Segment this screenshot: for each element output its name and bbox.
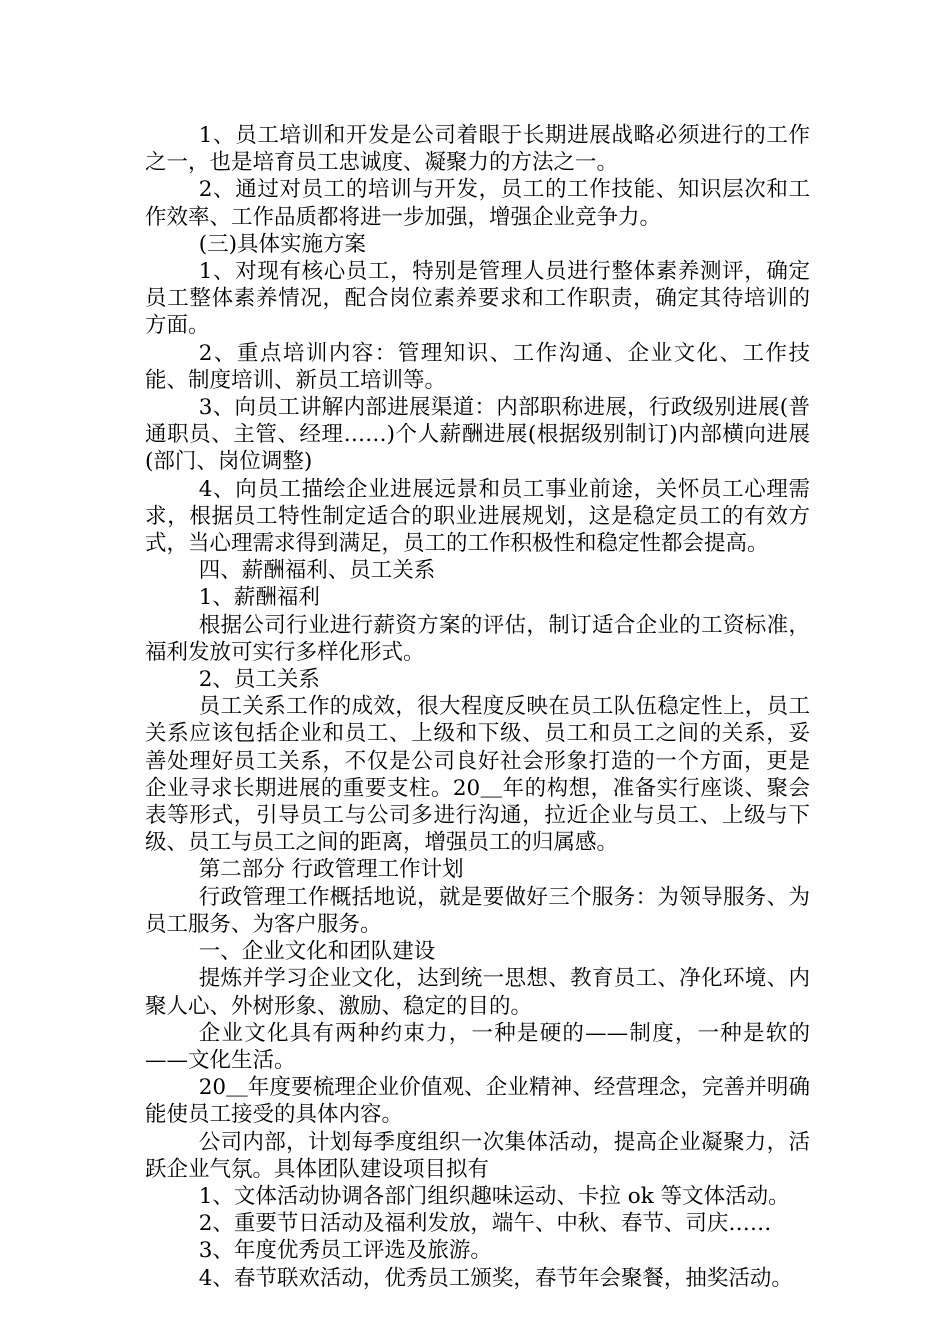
- document-body: [145, 122, 810, 1292]
- paragraph: 1、对现有核心员工，特别是管理人员进行整体素养测评，确定员工整体素养情况，配合岗位素养要求和工作职责，确定其待培训的方面。: [145, 259, 810, 339]
- paragraph: 3、向员工讲解内部进展渠道：内部职称进展，行政级别进展(普通职员、主管、经理……)个人薪酬进展(根据级别制订)内部横向进展(部门、岗位调整): [145, 395, 810, 475]
- paragraph: 公司内部，计划每季度组织一次集体活动，提高企业凝聚力，活跃企业气氛。具体团队建设项目拟有: [145, 1129, 810, 1182]
- paragraph: 员工关系工作的成效，很大程度反映在员工队伍稳定性上，员工关系应该包括企业和员工、上级和下级、员工和员工之间的关系，妥善处理好员工关系，不仅是公司良好社会形象打造的一个方面，更是企业寻求长期进展的重要支柱。20＿年的构想，准备实行座谈、聚会表等形式，引导员工与公司多进行沟通，拉近企业与员工、上级与下级、员工与员工之间的距离，增强员工的归属感。: [145, 694, 810, 856]
- list-item: 2、重要节日活动及福利发放，端午、中秋、春节、司庆……: [198, 1211, 772, 1237]
- paragraph: 2、重点培训内容：管理知识、工作沟通、企业文化、工作技能、制度培训、新员工培训等。: [145, 340, 810, 393]
- paragraph: 1、员工培训和开发是公司着眼于长期进展战略必须进行的工作之一，也是培育员工忠诚度、凝聚力的方法之一。: [145, 123, 810, 176]
- subsection-heading: 2、员工关系: [198, 667, 320, 693]
- section-heading: (三)具体实施方案: [198, 231, 367, 257]
- list-item: 4、春节联欢活动，优秀员工颁奖，春节年会聚餐，抽奖活动。: [198, 1265, 793, 1291]
- part-heading: 第二部分 行政管理工作计划: [198, 857, 464, 883]
- paragraph: 4、向员工描绘企业进展远景和员工事业前途，关怀员工心理需求，根据员工特性制定适合的职业进展规划，这是稳定员工的有效方式，当心理需求得到满足，员工的工作积极性和稳定性都会提高。: [145, 476, 810, 557]
- subsection-heading: 1、薪酬福利: [198, 585, 320, 611]
- paragraph: 2、通过对员工的培训与开发，员工的工作技能、知识层次和工作效率、工作品质都将进一步加强，增强企业竞争力。: [145, 177, 810, 230]
- list-item: 3、年度优秀员工评选及旅游。: [198, 1238, 492, 1264]
- paragraph: 根据公司行业进行薪资方案的评估，制订适合企业的工资标准，福利发放可实行多样化形式。: [145, 612, 810, 665]
- paragraph: 提炼并学习企业文化，达到统一思想、教育员工、净化环境、内聚人心、外树形象、激励、稳定的目的。: [145, 966, 810, 1019]
- paragraph: 行政管理工作概括地说，就是要做好三个服务：为领导服务、为员工服务、为客户服务。: [145, 884, 810, 937]
- paragraph: 企业文化具有两种约束力，一种是硬的——制度，一种是软的——文化生活。: [145, 1020, 810, 1073]
- paragraph: 20＿年度要梳理企业价值观、企业精神、经营理念，完善并明确能使员工接受的具体内容。: [145, 1075, 810, 1128]
- list-item: 1、文体活动协调各部门组织趣味运动、卡拉 ok 等文体活动。: [198, 1183, 790, 1209]
- section-heading: 一、企业文化和团队建设: [198, 939, 436, 965]
- section-heading: 四、薪酬福利、员工关系: [198, 558, 436, 584]
